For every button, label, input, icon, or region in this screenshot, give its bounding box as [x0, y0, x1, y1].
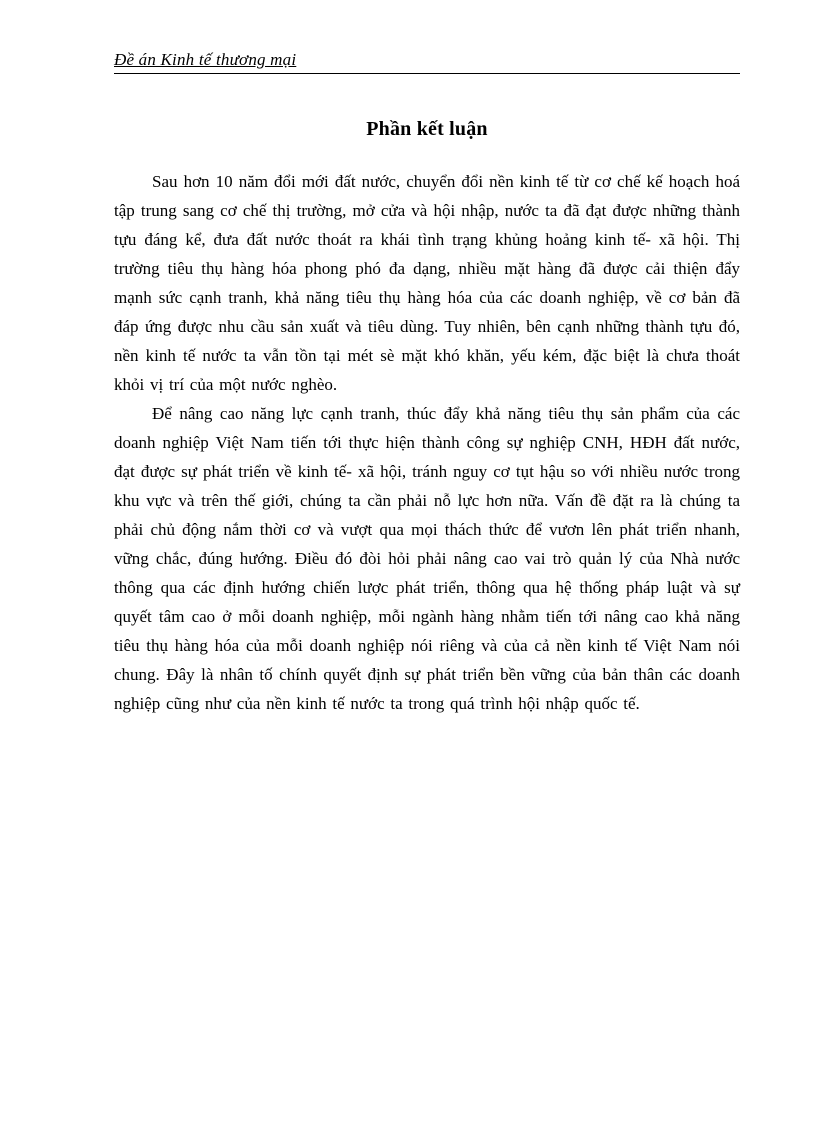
paragraph-2: Để nâng cao năng lực cạnh tranh, thúc đẩy khả năng tiêu thụ sản phẩm của các doanh nghiệp Việt Nam tiến tới thực hiện thành công sự nghiệp CNH, HĐH đất nước, đạt được sự phát triển về kinh tế- xã hội, tránh nguy cơ tụt hậu so với nhiều nước trong khu vực và trên thế giới, chúng ta cần phải nỗ lực hơn nữa. Vấn đề đặt ra là chúng ta phải chủ động nắm thời cơ và vượt qua mọi thách thức để vươn lên phát triển nhanh, vững chắc, đúng hướng. Điều đó đòi hỏi phải nâng cao vai trò quản lý của Nhà nước thông qua các định hướng chiến lược phát triển, thông qua hệ thống pháp luật và sự quyết tâm cao ở mỗi doanh nghiệp, mỗi ngành hàng nhằm tiến tới nâng cao khả năng tiêu thụ hàng hóa của mỗi doanh nghiệp nói riêng và của cả nền kinh tế Việt Nam nói chung. Đây là nhân tố chính quyết định sự phát triển bền vững của bản thân các doanh nghiệp cũng như của nền kinh tế nước ta trong quá trình hội nhập quốc tế.	[114, 404, 740, 713]
page-title: Phần kết luận	[366, 118, 488, 140]
page-header	[114, 50, 740, 74]
header-title: Đề án Kinh tế thương mại	[114, 50, 297, 69]
paragraph-1: Sau hơn 10 năm đổi mới đất nước, chuyển đổi nền kinh tế từ cơ chế kế hoạch hoá tập trung sang cơ chế thị trường, mở cửa và hội nhập, nước ta đã đạt được những thành tựu đáng kể, đưa đất nước thoát ra khái tình trạng khủng hoảng kinh tế- xã hội. Thị trường tiêu thụ hàng hóa phong phó đa dạng, nhiều mặt hàng đã được cải thiện đẩy mạnh sức cạnh tranh, khả năng tiêu thụ hàng hóa của các doanh nghiệp, về cơ bản đã đáp ứng được nhu cầu sản xuất và tiêu dùng. Tuy nhiên, bên cạnh những thành tựu đó, nền kinh tế nước ta vẫn tồn tại mét sè mặt khó khăn, yếu kém, đặc biệt là chưa thoát khỏi vị trí của một nước nghèo.	[114, 172, 740, 394]
